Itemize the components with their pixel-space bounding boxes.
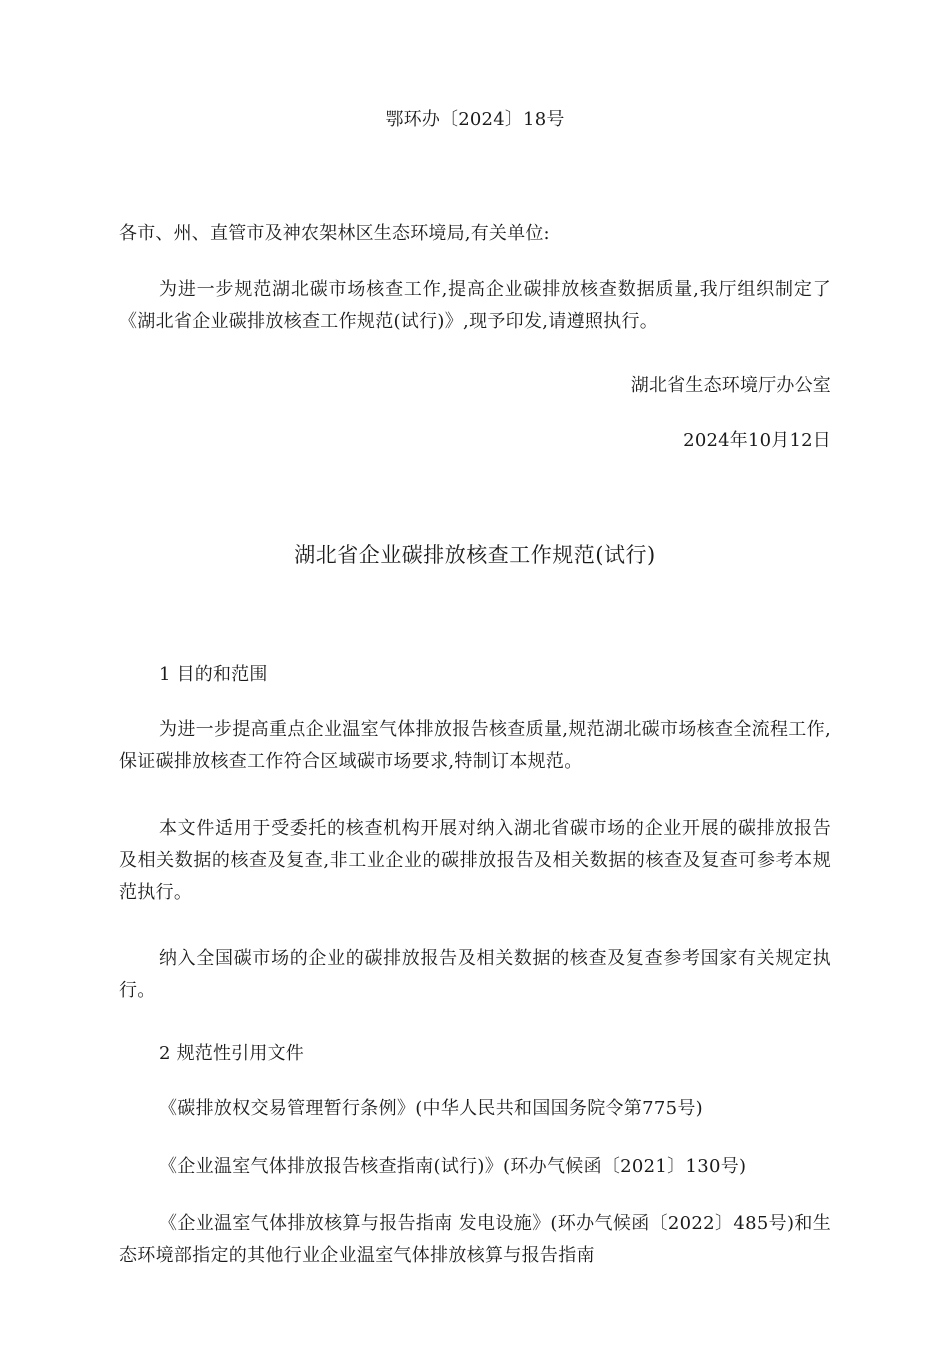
reference-item: 《企业温室气体排放报告核查指南(试行)》(环办气候函〔2021〕130号)	[159, 1156, 747, 1177]
issue-date: 2024年10月12日	[683, 430, 831, 451]
document-number: 鄂环办〔2024〕18号	[385, 109, 565, 130]
section-paragraph: 本文件适用于受委托的核查机构开展对纳入湖北省碳市场的企业开展的碳排放报告及相关数据的核查及复查,非工业企业的碳排放报告及相关数据的核查及复查可参考本规范执行。	[119, 818, 831, 903]
spec-title: 湖北省企业碳排放核查工作规范(试行)	[294, 543, 656, 567]
notice-body: 为进一步规范湖北碳市场核查工作,提高企业碳排放核查数据质量,我厅组织制定了《湖北省企业碳排放核查工作规范(试行)》,现予印发,请遵照执行。	[119, 279, 831, 332]
addressee: 各市、州、直管市及神农架林区生态环境局,有关单位:	[119, 223, 550, 244]
issuer: 湖北省生态环境厅办公室	[630, 375, 831, 396]
section-paragraph: 为进一步提高重点企业温室气体排放报告核查质量,规范湖北碳市场核查全流程工作,保证碳排放核查工作符合区域碳市场要求,特制订本规范。	[119, 719, 831, 772]
reference-item: 《企业温室气体排放核算与报告指南 发电设施》(环办气候函〔2022〕485号)和生态环境部指定的其他行业企业温室气体排放核算与报告指南	[119, 1213, 831, 1266]
section-paragraph: 纳入全国碳市场的企业的碳排放报告及相关数据的核查及复查参考国家有关规定执行。	[119, 948, 831, 1001]
section-heading: 1 目的和范围	[159, 664, 268, 685]
reference-item: 《碳排放权交易管理暂行条例》(中华人民共和国国务院令第775号)	[159, 1098, 703, 1119]
section-heading: 2 规范性引用文件	[159, 1043, 304, 1064]
